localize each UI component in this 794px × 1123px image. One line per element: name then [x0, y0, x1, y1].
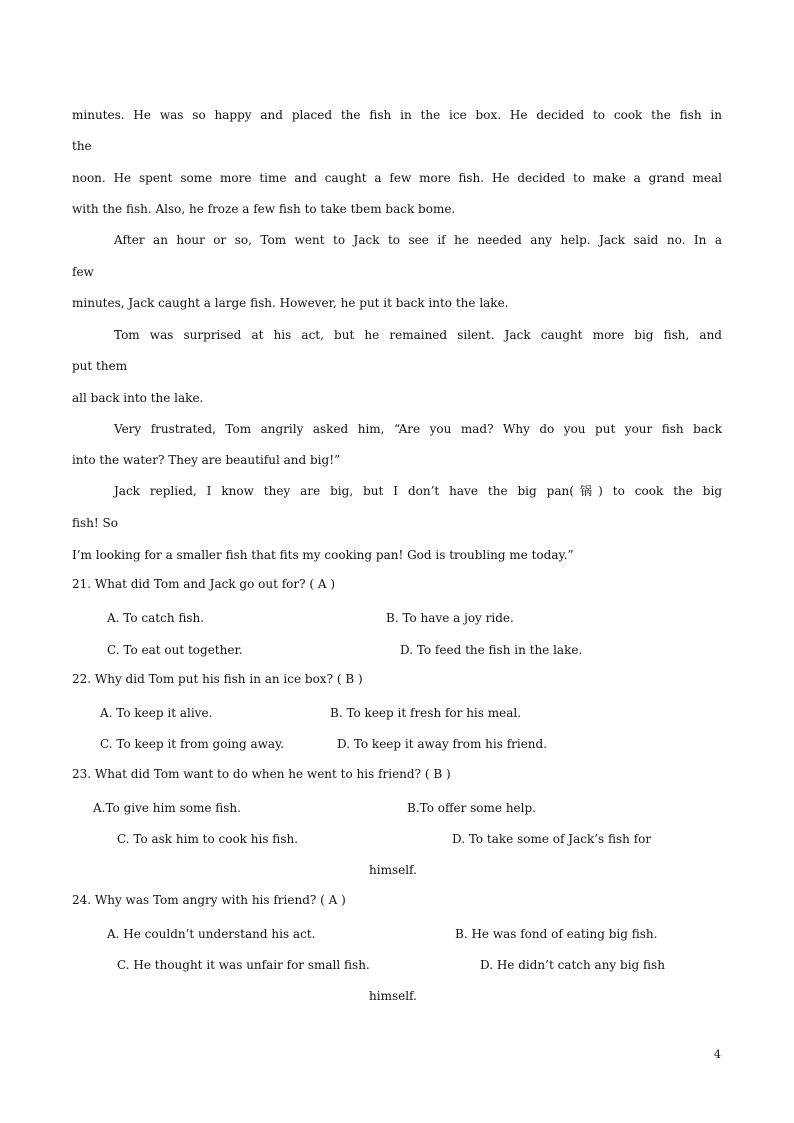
question-24-option-b: B. He was fond of eating big fish.: [455, 927, 658, 941]
question-21-option-a: A. To catch fish.: [107, 611, 205, 625]
passage-line-2: the: [72, 139, 92, 153]
page-number: 4: [714, 1048, 721, 1061]
question-21-option-b: B. To have a joy ride.: [386, 611, 514, 625]
passage-line-14: fish! So: [72, 516, 118, 530]
question-21-stem: 21. What did Tom and Jack go out for? ( A ): [72, 577, 336, 591]
question-23-option-c: C. To ask him to cook his fish.: [117, 832, 299, 846]
question-22-option-a: A. To keep it alive.: [100, 706, 213, 720]
passage-line-3: noon. He spent some more time and caught a few more fish. He decided to make a grand meal: [72, 171, 722, 185]
passage-line-5: After an hour or so, Tom went to Jack to see if he needed any help. Jack said no. In a: [114, 233, 722, 247]
question-24-option-d-continued: himself.: [369, 989, 417, 1003]
passage-line-1: minutes. He was so happy and placed the fish in the ice box. He decided to cook the fish in: [72, 108, 722, 122]
question-24-option-a: A. He couldn’t understand his act.: [107, 927, 316, 941]
question-22-stem: 22. Why did Tom put his fish in an ice box? ( B ): [72, 672, 363, 686]
question-22-option-d: D. To keep it away from his friend.: [337, 737, 548, 751]
question-24-option-d: D. He didn’t catch any big fish: [480, 958, 665, 972]
passage-line-9: put them: [72, 359, 128, 373]
question-24-option-c: C. He thought it was unfair for small fish.: [117, 958, 370, 972]
passage-line-13: Jack replied, I know they are big, but I don’t have the big pan(锅) to cook the big: [114, 484, 722, 498]
question-22-option-c: C. To keep it from going away.: [100, 737, 285, 751]
passage-line-10: all back into the lake.: [72, 391, 204, 405]
question-23-option-b: B.To offer some help.: [407, 801, 536, 815]
passage-line-7: minutes, Jack caught a large fish. However, he put it back into the lake.: [72, 296, 509, 310]
passage-line-15: I’m looking for a smaller fish that fits my cooking pan! God is troubling me today.”: [72, 548, 574, 562]
question-23-option-d: D. To take some of Jack’s fish for: [452, 832, 652, 846]
passage-line-12: into the water? They are beautiful and big!”: [72, 453, 341, 467]
question-21-option-d: D. To feed the fish in the lake.: [400, 643, 583, 657]
passage-line-6: few: [72, 265, 94, 279]
question-23-option-a: A.To give him some fish.: [93, 801, 241, 815]
question-23-option-d-continued: himself.: [369, 863, 417, 877]
question-23-stem: 23. What did Tom want to do when he went to his friend? ( B ): [72, 767, 451, 781]
question-22-option-b: B. To keep it fresh for his meal.: [330, 706, 522, 720]
question-24-stem: 24. Why was Tom angry with his friend? ( A ): [72, 893, 346, 907]
passage-line-8: Tom was surprised at his act, but he remained silent. Jack caught more big fish, and: [114, 328, 722, 342]
passage-line-11: Very frustrated, Tom angrily asked him, “Are you mad? Why do you put your fish back: [114, 422, 722, 436]
question-21-option-c: C. To eat out together.: [107, 643, 243, 657]
passage-line-4: with the fish. Also, he froze a few fish to take tbem back bome.: [72, 202, 456, 216]
